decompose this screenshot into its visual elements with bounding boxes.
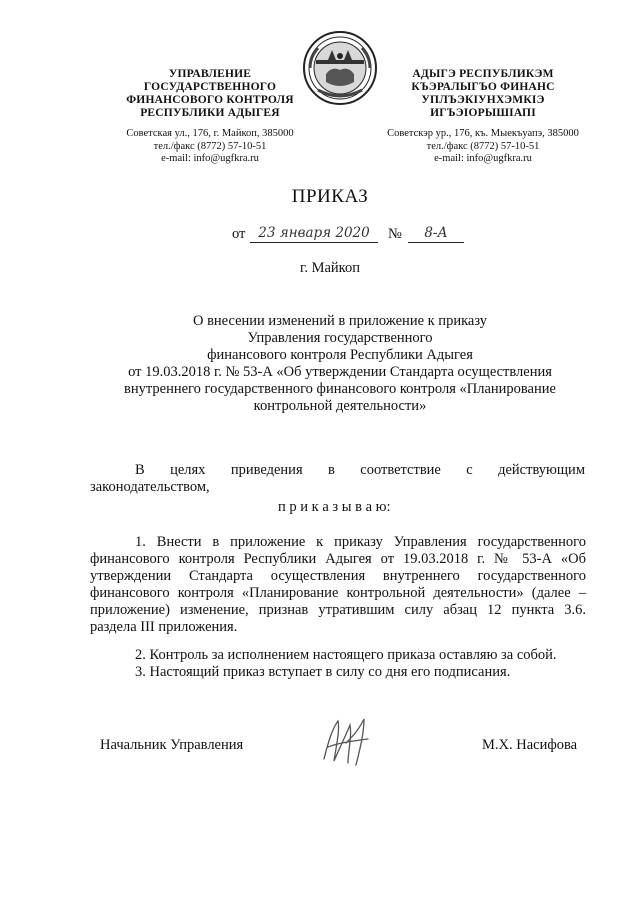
- right-org-line: ИГЪЭIОРЫШIАПI: [430, 107, 536, 119]
- city: г. Майкоп: [300, 260, 360, 276]
- right-org-line: КЪЭРАЛЫГЪО ФИНАНС: [411, 81, 555, 93]
- subject-line: контрольной деятельности»: [253, 398, 427, 414]
- subject-line: Управления государственного: [247, 330, 433, 346]
- date-number-line: [232, 226, 492, 248]
- left-org-line: РЕСПУБЛИКИ АДЫГЕЯ: [140, 107, 280, 119]
- left-phone: тел./факс (8772) 57-10-51: [153, 140, 267, 152]
- left-contacts: [100, 128, 320, 166]
- item1-line: финансового контроля «Планирование контрольной деятельности» (далее –: [90, 585, 586, 601]
- left-org-name: [100, 68, 320, 120]
- subject-line: от 19.03.2018 г. № 53-А «Об утверждении Стандарта осуществления: [128, 364, 552, 380]
- subject-line: финансового контроля Республики Адыгея: [207, 347, 473, 363]
- left-email: e-mail: info@ugfkra.ru: [161, 153, 259, 164]
- item1-line: раздела III приложения.: [90, 619, 238, 635]
- handwritten-date: 23 января 2020: [250, 225, 378, 243]
- right-org-line: УПЛЪЭКIУНХЭМКIЭ: [421, 94, 545, 106]
- item1-line: утверждении Стандарта осуществления внутреннего государственного: [90, 568, 586, 584]
- preamble-line: В целях приведения в соответствие с действующим: [135, 462, 585, 478]
- signatory-name: М.Х. Насифова: [482, 737, 578, 753]
- preamble-line: законодательством,: [90, 479, 210, 495]
- number-prefix: №: [388, 226, 402, 242]
- document-title: ПРИКАЗ: [291, 186, 369, 207]
- item1-line: 1. Внести в приложение к приказу Управления государственного: [135, 534, 586, 550]
- handwritten-number: 8-А: [408, 225, 464, 243]
- left-address: Советская ул., 176, г. Майкоп, 385000: [126, 128, 294, 139]
- handwritten-signature-icon: [318, 713, 374, 769]
- order-word: п р и к а з ы в а ю:: [278, 499, 391, 515]
- order-item-3: 3. Настоящий приказ вступает в силу со дня его подписания.: [135, 664, 511, 680]
- order-item-1: [90, 534, 586, 636]
- left-org-line: ГОСУДАРСТВЕННОГО: [143, 81, 277, 93]
- date-prefix: от: [232, 226, 246, 242]
- left-org-line: УПРАВЛЕНИЕ: [168, 68, 252, 80]
- document-subject: [90, 313, 590, 415]
- right-org-name: [368, 68, 598, 120]
- right-contacts: [368, 128, 598, 166]
- signatory-position: Начальник Управления: [100, 737, 244, 753]
- subject-line: О внесении изменений в приложение к приказу: [192, 313, 488, 329]
- right-phone: тел./факс (8772) 57-10-51: [426, 140, 540, 152]
- republic-adygea-coat-of-arms-icon: [302, 30, 378, 106]
- left-org-line: ФИНАНСОВОГО КОНТРОЛЯ: [126, 94, 294, 106]
- item1-line: финансового контроля Республики Адыгея от 19.03.2018 г. № 53-А «Об: [90, 551, 586, 567]
- subject-line: внутреннего государственного финансового контроля «Планирование: [124, 381, 556, 397]
- right-org-line: АДЫГЭ РЕСПУБЛИКЭМ: [412, 68, 554, 80]
- right-address: Советскэр ур., 176, къ. Мыекъуапэ, 385000: [387, 128, 579, 139]
- order-item-2: 2. Контроль за исполнением настоящего приказа оставляю за собой.: [135, 647, 557, 663]
- item1-line: приложение) изменение, признав утратившим силу абзац 12 пункта 3.6.: [90, 602, 586, 618]
- right-email: e-mail: info@ugfkra.ru: [434, 153, 532, 164]
